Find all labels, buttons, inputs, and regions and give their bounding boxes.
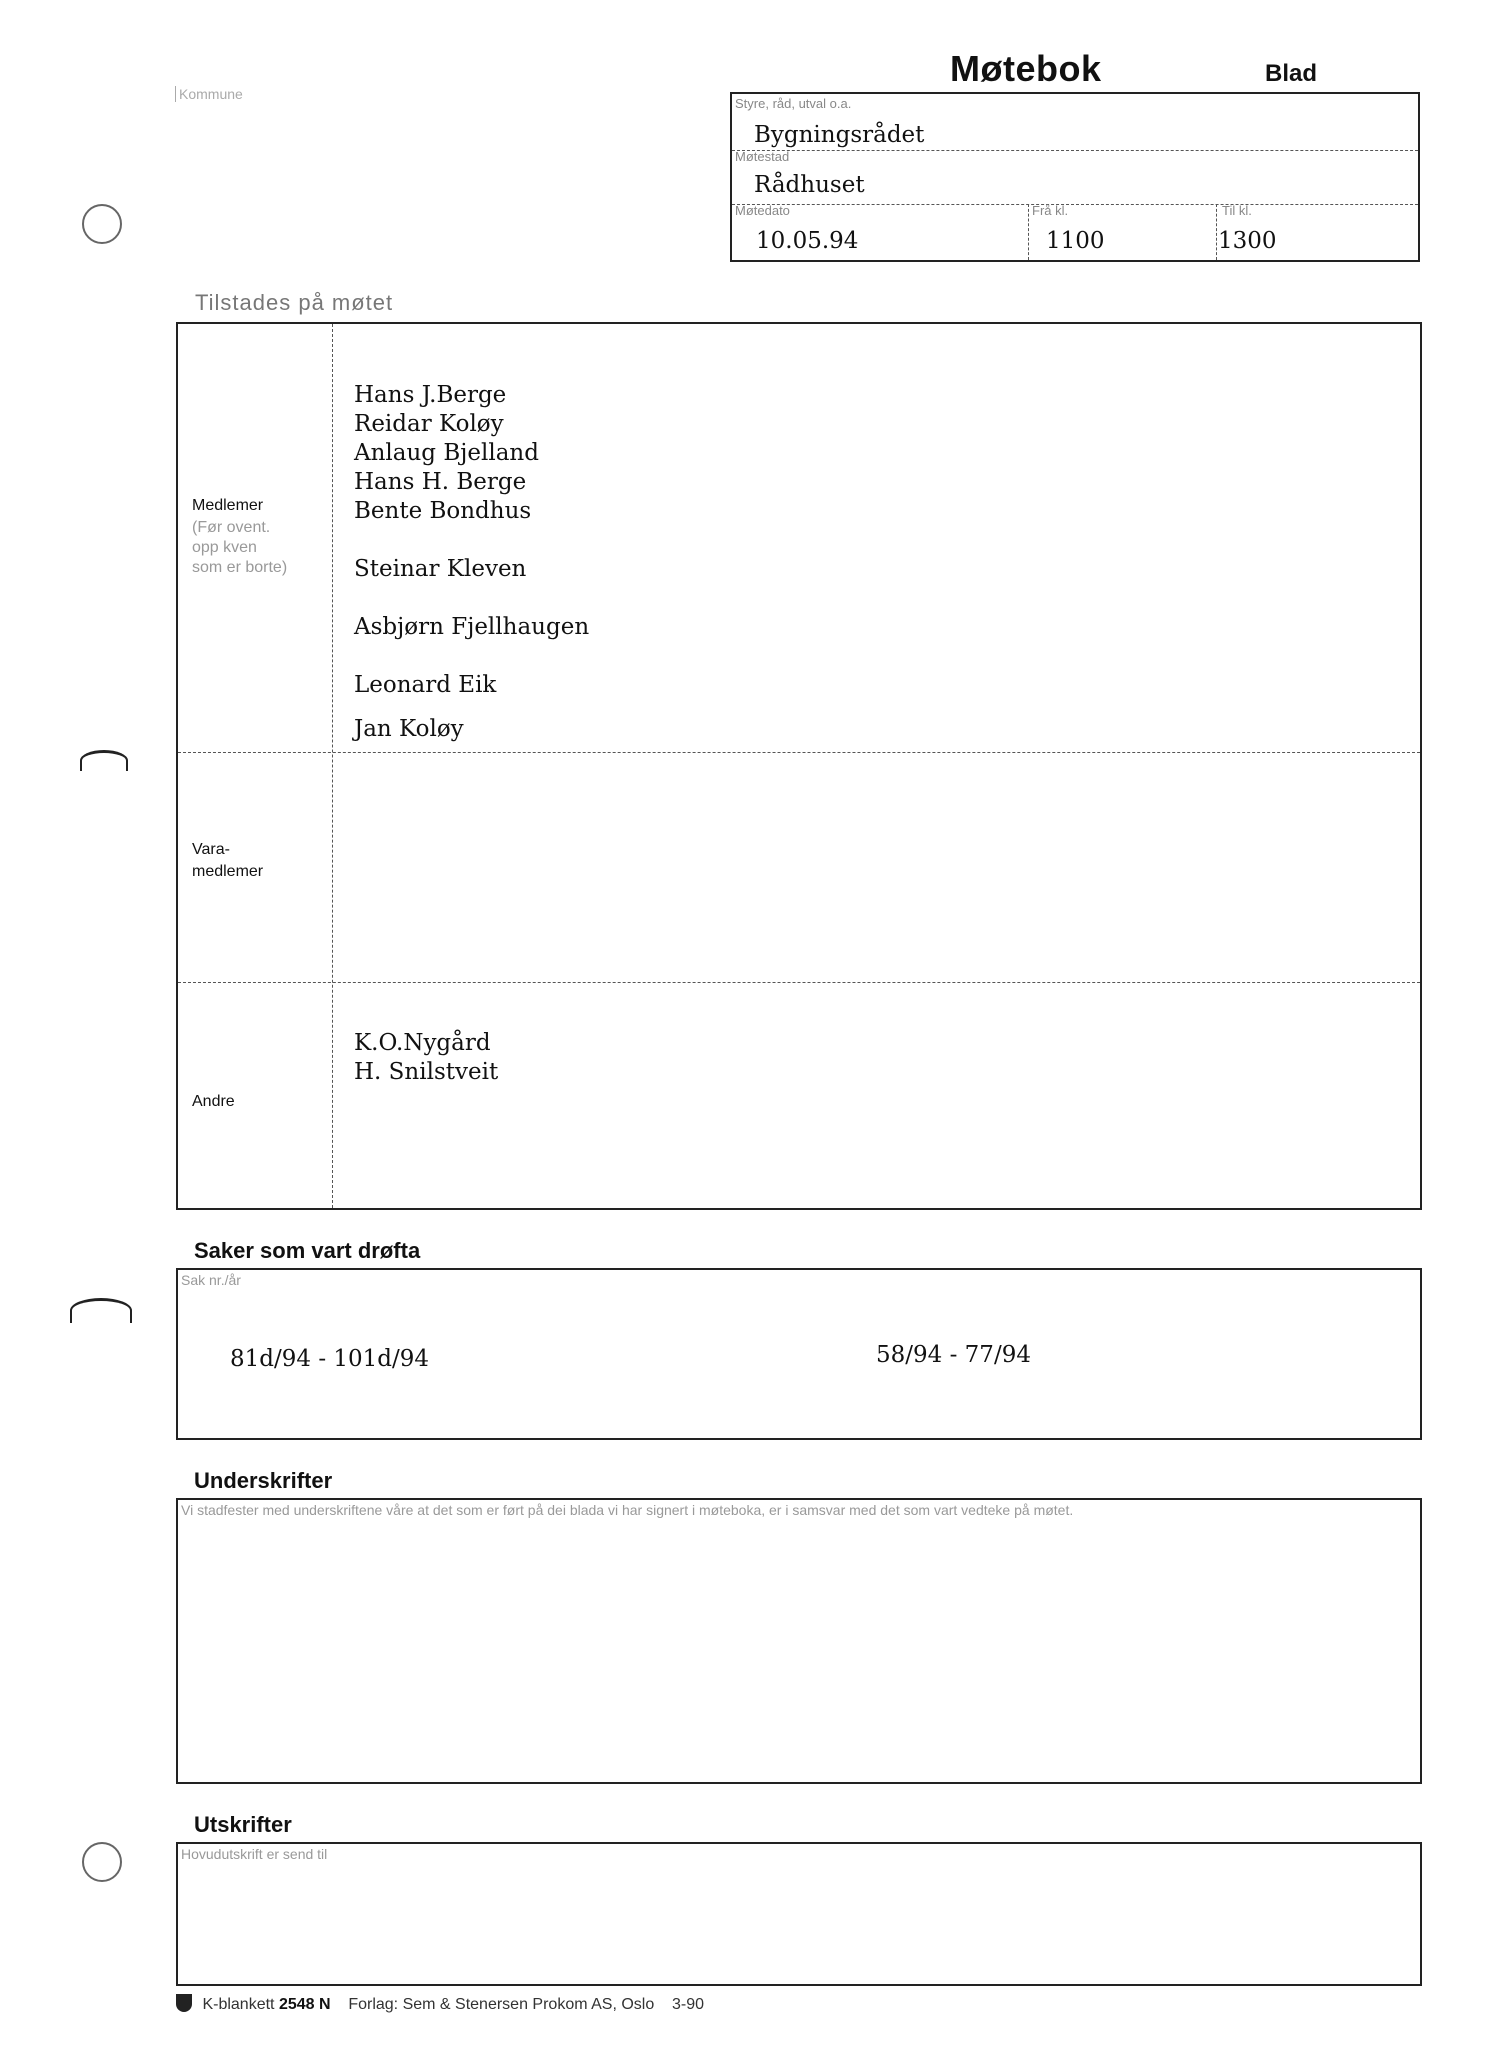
kommune-label: Kommune [175,86,243,102]
footer-date: 3-90 [672,1996,705,2013]
binder-mark-lower [70,1298,132,1323]
fra-label: Frå kl. [1032,203,1069,218]
meeting-header-box [730,92,1420,262]
til-divider [1216,204,1217,260]
form-footer [176,1994,704,2014]
saker-title: Saker som vart drøfta [194,1238,421,1263]
shield-logo-icon [176,1994,192,2012]
utskrifter-box-label: Hovudutskrift er send til [181,1846,328,1862]
vara-divider [178,982,1420,983]
attendance-column-divider [332,324,333,1208]
motestad-value[interactable]: Rådhuset [754,172,865,198]
underskrifter-title: Underskrifter [194,1468,333,1493]
member-6[interactable]: Steinar Kleven [354,556,527,582]
member-3[interactable]: Anlaug Bjelland [354,440,539,466]
footer-publisher: Forlag: Sem & Stenersen Prokom AS, Oslo [348,1996,655,2013]
medlemer-note-3: som er borte) [192,559,288,576]
footer-prefix: K-blankett [202,1996,275,2013]
motedato-value[interactable]: 10.05.94 [756,228,859,254]
andre-2[interactable]: H. Snilstveit [354,1059,499,1085]
fra-value[interactable]: 1100 [1046,228,1105,254]
fra-divider [1028,204,1029,260]
medlemer-note-1: (Før ovent. [192,519,271,536]
member-9[interactable]: Jan Koløy [354,716,464,742]
til-value[interactable]: 1300 [1218,228,1277,254]
andre-label: Andre [192,1093,235,1110]
motestad-label: Møtestad [735,149,790,164]
medlemer-note-2: opp kven [192,539,257,556]
vara-label-2: medlemer [192,863,264,880]
attendance-box [176,322,1422,1210]
binder-hole-bottom [82,1842,122,1882]
member-4[interactable]: Hans H. Berge [354,469,527,495]
date-time-row [732,204,1418,260]
motestad-row [732,150,1418,205]
vara-label-1: Vara- [192,841,230,858]
andre-1[interactable]: K.O.Nygård [354,1030,491,1056]
binder-mark-middle [80,750,128,771]
member-1[interactable]: Hans J.Berge [354,382,507,408]
medlemer-divider [178,752,1420,753]
saker-range-2[interactable]: 58/94 - 77/94 [876,1342,1031,1368]
member-5[interactable]: Bente Bondhus [354,498,532,524]
utskrifter-box[interactable] [176,1842,1422,1986]
medlemer-label: Medlemer [192,497,264,514]
underskrifter-box-label: Vi stadfester med underskriftene våre at det som er ført på dei blada vi har signert i møteboka, er i samsvar med det som vart vedteke på møtet. [181,1502,1074,1518]
saker-box-label: Sak nr./år [181,1272,241,1288]
styre-row [732,94,1418,151]
motedato-label: Møtedato [735,203,790,218]
member-7[interactable]: Asbjørn Fjellhaugen [354,614,590,640]
utskrifter-title: Utskrifter [194,1812,292,1837]
styre-value[interactable]: Bygningsrådet [754,122,925,148]
blad-label: Blad [1265,60,1318,87]
saker-range-1[interactable]: 81d/94 - 101d/94 [230,1346,430,1372]
form-title: Møtebok [950,48,1102,89]
til-label: Til kl. [1222,203,1252,218]
binder-hole-top [82,204,122,244]
saker-box [176,1268,1422,1440]
underskrifter-box[interactable] [176,1498,1422,1784]
attendance-title: Tilstades på møtet [195,290,394,315]
styre-label: Styre, råd, utval o.a. [735,96,852,111]
member-2[interactable]: Reidar Koløy [354,411,504,437]
member-8[interactable]: Leonard Eik [354,672,497,698]
footer-code: 2548 N [278,1996,331,2013]
